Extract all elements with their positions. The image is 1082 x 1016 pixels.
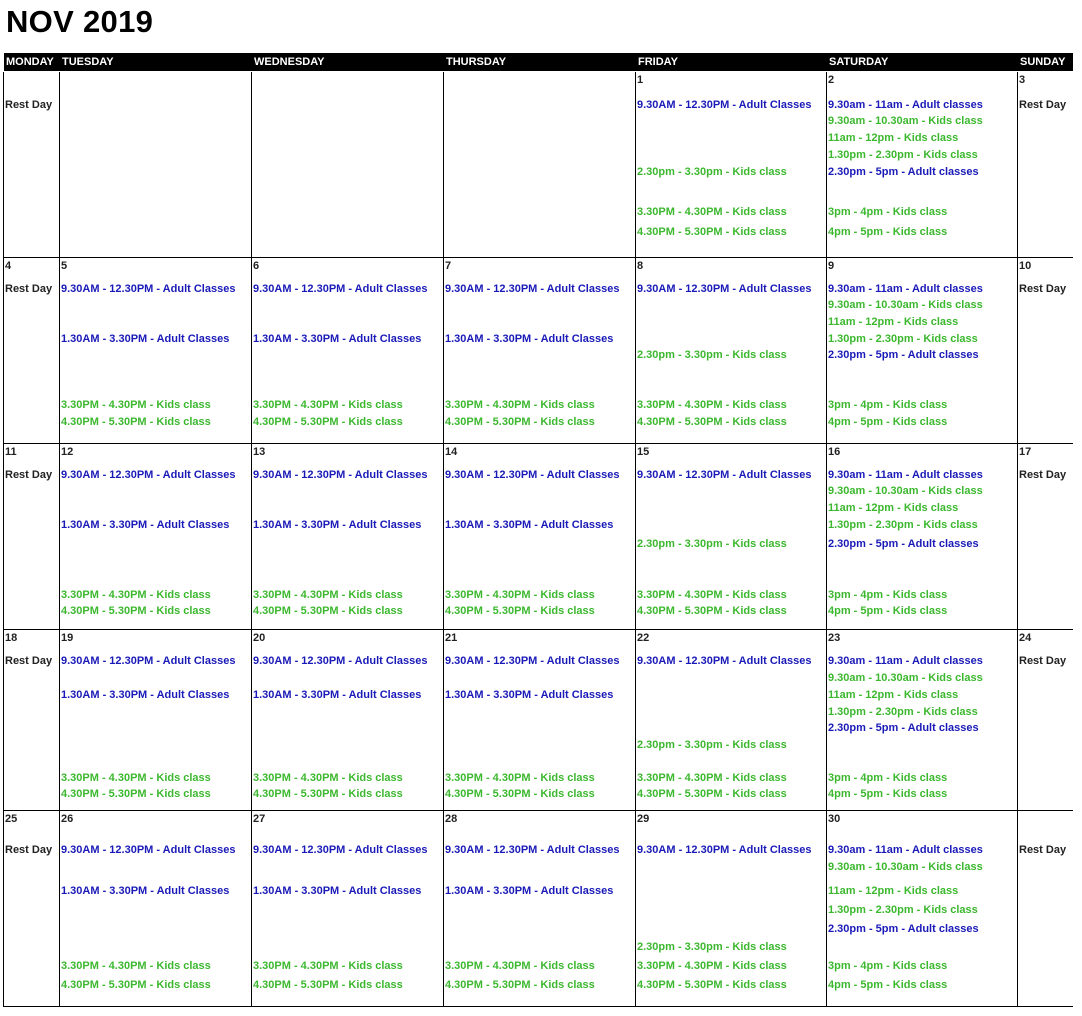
adult-class-entry: 1.30AM - 3.30PM - Adult Classes [445, 885, 614, 897]
day-cell[interactable] [444, 811, 636, 1007]
day-number: 15 [637, 446, 650, 458]
day-number: 24 [1019, 632, 1032, 644]
adult-class-entry: 9.30AM - 12.30PM - Adult Classes [253, 655, 428, 667]
kids-class-entry: 3.30PM - 4.30PM - Kids class [61, 960, 211, 972]
day-cell[interactable] [4, 258, 60, 444]
rest-day-label: Rest Day [5, 844, 53, 856]
day-cell[interactable] [1018, 444, 1073, 630]
adult-class-entry: 9.30AM - 12.30PM - Adult Classes [61, 469, 236, 481]
day-cell[interactable] [827, 811, 1018, 1007]
adult-class-entry: 9.30AM - 12.30PM - Adult Classes [253, 844, 428, 856]
day-number: 13 [253, 446, 266, 458]
adult-class-entry: 1.30AM - 3.30PM - Adult Classes [61, 885, 230, 897]
kids-class-entry: 3.30PM - 4.30PM - Kids class [253, 772, 403, 784]
kids-class-entry: 3pm - 4pm - Kids class [828, 772, 948, 784]
day-cell[interactable] [4, 811, 60, 1007]
day-cell[interactable] [60, 72, 252, 258]
day-number: 18 [5, 632, 18, 644]
rest-day-label: Rest Day [5, 469, 53, 481]
day-cell[interactable] [1018, 811, 1073, 1007]
day-cell[interactable] [636, 72, 827, 258]
rest-day-label: Rest Day [1019, 655, 1067, 667]
kids-class-entry: 3pm - 4pm - Kids class [828, 960, 948, 972]
adult-class-entry: 9.30AM - 12.30PM - Adult Classes [61, 655, 236, 667]
day-cell[interactable] [1018, 258, 1073, 444]
day-number: 11 [5, 446, 17, 458]
kids-class-entry: 3.30PM - 4.30PM - Kids class [637, 206, 787, 218]
kids-class-entry: 3.30PM - 4.30PM - Kids class [445, 960, 595, 972]
adult-class-entry: 2.30pm - 5pm - Adult classes [828, 349, 979, 361]
day-cell[interactable] [636, 630, 827, 811]
kids-class-entry: 4.30PM - 5.30PM - Kids class [61, 416, 211, 428]
day-number: 22 [637, 632, 650, 644]
day-cell[interactable] [444, 72, 636, 258]
kids-class-entry: 11am - 12pm - Kids class [828, 502, 959, 514]
day-number: 28 [445, 813, 458, 825]
kids-class-entry: 4pm - 5pm - Kids class [828, 605, 948, 617]
adult-class-entry: 9.30AM - 12.30PM - Adult Classes [253, 469, 428, 481]
kids-class-entry: 3.30PM - 4.30PM - Kids class [637, 399, 787, 411]
adult-class-entry: 2.30pm - 5pm - Adult classes [828, 722, 979, 734]
header-monday: MONDAY [4, 53, 60, 71]
adult-class-entry: 1.30AM - 3.30PM - Adult Classes [61, 333, 230, 345]
day-cell[interactable] [444, 444, 636, 630]
kids-class-entry: 1.30pm - 2.30pm - Kids class [828, 333, 978, 345]
adult-class-entry: 1.30AM - 3.30PM - Adult Classes [253, 689, 422, 701]
kids-class-entry: 4pm - 5pm - Kids class [828, 788, 948, 800]
adult-class-entry: 9.30AM - 12.30PM - Adult Classes [253, 283, 428, 295]
day-cell[interactable] [252, 811, 444, 1007]
day-number: 8 [637, 260, 644, 272]
adult-class-entry: 9.30AM - 12.30PM - Adult Classes [61, 283, 236, 295]
kids-class-entry: 1.30pm - 2.30pm - Kids class [828, 149, 978, 161]
day-cell[interactable] [636, 258, 827, 444]
adult-class-entry: 9.30AM - 12.30PM - Adult Classes [637, 99, 812, 111]
kids-class-entry: 4.30PM - 5.30PM - Kids class [637, 416, 787, 428]
adult-class-entry: 9.30am - 11am - Adult classes [828, 283, 983, 295]
rest-day-label: Rest Day [5, 655, 53, 667]
kids-class-entry: 9.30am - 10.30am - Kids class [828, 115, 983, 127]
kids-class-entry: 4.30PM - 5.30PM - Kids class [253, 979, 403, 991]
day-number: 30 [828, 813, 841, 825]
adult-class-entry: 1.30AM - 3.30PM - Adult Classes [253, 885, 422, 897]
rest-day-label: Rest Day [5, 283, 53, 295]
adult-class-entry: 9.30AM - 12.30PM - Adult Classes [445, 469, 620, 481]
adult-class-entry: 9.30am - 11am - Adult classes [828, 99, 983, 111]
day-cell[interactable] [444, 630, 636, 811]
kids-class-entry: 3.30PM - 4.30PM - Kids class [61, 772, 211, 784]
header-tuesday: TUESDAY [60, 53, 252, 71]
adult-class-entry: 9.30AM - 12.30PM - Adult Classes [445, 655, 620, 667]
day-number: 9 [828, 260, 835, 272]
kids-class-entry: 11am - 12pm - Kids class [828, 689, 959, 701]
day-number: 23 [828, 632, 841, 644]
kids-class-entry: 11am - 12pm - Kids class [828, 885, 959, 897]
day-number: 12 [61, 446, 74, 458]
kids-class-entry: 1.30pm - 2.30pm - Kids class [828, 519, 978, 531]
rest-day-label: Rest Day [1019, 844, 1067, 856]
day-number: 6 [253, 260, 260, 272]
day-cell[interactable] [252, 444, 444, 630]
rest-day-label: Rest Day [1019, 99, 1067, 111]
day-number: 5 [61, 260, 68, 272]
kids-class-entry: 4.30PM - 5.30PM - Kids class [445, 605, 595, 617]
day-cell[interactable] [636, 444, 827, 630]
day-cell[interactable] [827, 72, 1018, 258]
kids-class-entry: 4pm - 5pm - Kids class [828, 226, 948, 238]
adult-class-entry: 1.30AM - 3.30PM - Adult Classes [445, 519, 614, 531]
day-cell[interactable] [60, 811, 252, 1007]
adult-class-entry: 2.30pm - 5pm - Adult classes [828, 538, 979, 550]
adult-class-entry: 9.30AM - 12.30PM - Adult Classes [61, 844, 236, 856]
kids-class-entry: 4.30PM - 5.30PM - Kids class [253, 788, 403, 800]
day-number: 27 [253, 813, 266, 825]
day-number: 20 [253, 632, 266, 644]
day-number: 21 [445, 632, 458, 644]
adult-class-entry: 9.30AM - 12.30PM - Adult Classes [637, 655, 812, 667]
kids-class-entry: 4.30PM - 5.30PM - Kids class [637, 788, 787, 800]
rest-day-label: Rest Day [1019, 283, 1067, 295]
kids-class-entry: 2.30pm - 3.30pm - Kids class [637, 349, 787, 361]
kids-class-entry: 9.30am - 10.30am - Kids class [828, 861, 983, 873]
day-cell[interactable] [252, 630, 444, 811]
day-cell[interactable] [636, 811, 827, 1007]
adult-class-entry: 9.30am - 11am - Adult classes [828, 469, 983, 481]
kids-class-entry: 4.30PM - 5.30PM - Kids class [61, 979, 211, 991]
kids-class-entry: 1.30pm - 2.30pm - Kids class [828, 904, 978, 916]
kids-class-entry: 11am - 12pm - Kids class [828, 132, 959, 144]
kids-class-entry: 4.30PM - 5.30PM - Kids class [637, 979, 787, 991]
day-number: 14 [445, 446, 458, 458]
header-saturday: SATURDAY [827, 53, 1018, 71]
adult-class-entry: 9.30AM - 12.30PM - Adult Classes [637, 283, 812, 295]
kids-class-entry: 2.30pm - 3.30pm - Kids class [637, 739, 787, 751]
kids-class-entry: 3.30PM - 4.30PM - Kids class [445, 399, 595, 411]
kids-class-entry: 3.30PM - 4.30PM - Kids class [445, 589, 595, 601]
day-cell[interactable] [60, 258, 252, 444]
day-cell[interactable] [4, 72, 60, 258]
day-number: 7 [445, 260, 452, 272]
kids-class-entry: 4.30PM - 5.30PM - Kids class [445, 416, 595, 428]
day-number: 10 [1019, 260, 1032, 272]
day-number: 29 [637, 813, 650, 825]
kids-class-entry: 1.30pm - 2.30pm - Kids class [828, 706, 978, 718]
kids-class-entry: 9.30am - 10.30am - Kids class [828, 299, 983, 311]
kids-class-entry: 4.30PM - 5.30PM - Kids class [445, 979, 595, 991]
kids-class-entry: 3pm - 4pm - Kids class [828, 399, 948, 411]
adult-class-entry: 9.30AM - 12.30PM - Adult Classes [637, 844, 812, 856]
day-number: 2 [828, 74, 835, 86]
day-number: 4 [5, 260, 12, 272]
kids-class-entry: 3.30PM - 4.30PM - Kids class [637, 772, 787, 784]
kids-class-entry: 4.30PM - 5.30PM - Kids class [445, 788, 595, 800]
kids-class-entry: 2.30pm - 3.30pm - Kids class [637, 166, 787, 178]
kids-class-entry: 3pm - 4pm - Kids class [828, 589, 948, 601]
adult-class-entry: 9.30AM - 12.30PM - Adult Classes [445, 844, 620, 856]
day-number: 3 [1019, 74, 1026, 86]
kids-class-entry: 3.30PM - 4.30PM - Kids class [61, 399, 211, 411]
kids-class-entry: 3pm - 4pm - Kids class [828, 206, 948, 218]
day-number: 25 [5, 813, 18, 825]
adult-class-entry: 9.30AM - 12.30PM - Adult Classes [637, 469, 812, 481]
kids-class-entry: 4.30PM - 5.30PM - Kids class [253, 416, 403, 428]
kids-class-entry: 11am - 12pm - Kids class [828, 316, 959, 328]
adult-class-entry: 9.30am - 11am - Adult classes [828, 655, 983, 667]
day-cell[interactable] [827, 444, 1018, 630]
kids-class-entry: 4.30PM - 5.30PM - Kids class [61, 788, 211, 800]
kids-class-entry: 3.30PM - 4.30PM - Kids class [61, 589, 211, 601]
adult-class-entry: 9.30am - 11am - Adult classes [828, 844, 983, 856]
kids-class-entry: 9.30am - 10.30am - Kids class [828, 672, 983, 684]
kids-class-entry: 2.30pm - 3.30pm - Kids class [637, 941, 787, 953]
kids-class-entry: 3.30PM - 4.30PM - Kids class [637, 960, 787, 972]
header-friday: FRIDAY [636, 53, 827, 71]
day-number: 17 [1019, 446, 1032, 458]
rest-day-label: Rest Day [5, 99, 53, 111]
day-cell[interactable] [252, 258, 444, 444]
day-cell[interactable] [60, 630, 252, 811]
kids-class-entry: 3.30PM - 4.30PM - Kids class [445, 772, 595, 784]
kids-class-entry: 4pm - 5pm - Kids class [828, 979, 948, 991]
adult-class-entry: 2.30pm - 5pm - Adult classes [828, 166, 979, 178]
day-number: 26 [61, 813, 74, 825]
day-number: 16 [828, 446, 841, 458]
day-cell[interactable] [1018, 72, 1073, 258]
adult-class-entry: 1.30AM - 3.30PM - Adult Classes [253, 333, 422, 345]
kids-class-entry: 4pm - 5pm - Kids class [828, 416, 948, 428]
day-cell[interactable] [827, 630, 1018, 811]
header-thursday: THURSDAY [444, 53, 636, 71]
kids-class-entry: 3.30PM - 4.30PM - Kids class [253, 960, 403, 972]
kids-class-entry: 4.30PM - 5.30PM - Kids class [61, 605, 211, 617]
day-number: 1 [637, 74, 644, 86]
page-title: NOV 2019 [6, 4, 154, 39]
day-cell[interactable] [4, 444, 60, 630]
day-cell[interactable] [4, 630, 60, 811]
kids-class-entry: 4.30PM - 5.30PM - Kids class [637, 605, 787, 617]
day-cell[interactable] [827, 258, 1018, 444]
day-cell[interactable] [252, 72, 444, 258]
kids-class-entry: 3.30PM - 4.30PM - Kids class [253, 399, 403, 411]
adult-class-entry: 1.30AM - 3.30PM - Adult Classes [253, 519, 422, 531]
day-cell[interactable] [1018, 630, 1073, 811]
kids-class-entry: 3.30PM - 4.30PM - Kids class [637, 589, 787, 601]
header-wednesday: WEDNESDAY [252, 53, 444, 71]
kids-class-entry: 4.30PM - 5.30PM - Kids class [637, 226, 787, 238]
kids-class-entry: 4.30PM - 5.30PM - Kids class [253, 605, 403, 617]
day-cell[interactable] [60, 444, 252, 630]
adult-class-entry: 9.30AM - 12.30PM - Adult Classes [445, 283, 620, 295]
rest-day-label: Rest Day [1019, 469, 1067, 481]
adult-class-entry: 1.30AM - 3.30PM - Adult Classes [445, 333, 614, 345]
kids-class-entry: 9.30am - 10.30am - Kids class [828, 485, 983, 497]
kids-class-entry: 3.30PM - 4.30PM - Kids class [253, 589, 403, 601]
day-cell[interactable] [444, 258, 636, 444]
kids-class-entry: 2.30pm - 3.30pm - Kids class [637, 538, 787, 550]
day-number: 19 [61, 632, 74, 644]
header-sunday: SUNDAY [1018, 53, 1073, 71]
adult-class-entry: 1.30AM - 3.30PM - Adult Classes [61, 689, 230, 701]
adult-class-entry: 2.30pm - 5pm - Adult classes [828, 923, 979, 935]
adult-class-entry: 1.30AM - 3.30PM - Adult Classes [61, 519, 230, 531]
adult-class-entry: 1.30AM - 3.30PM - Adult Classes [445, 689, 614, 701]
